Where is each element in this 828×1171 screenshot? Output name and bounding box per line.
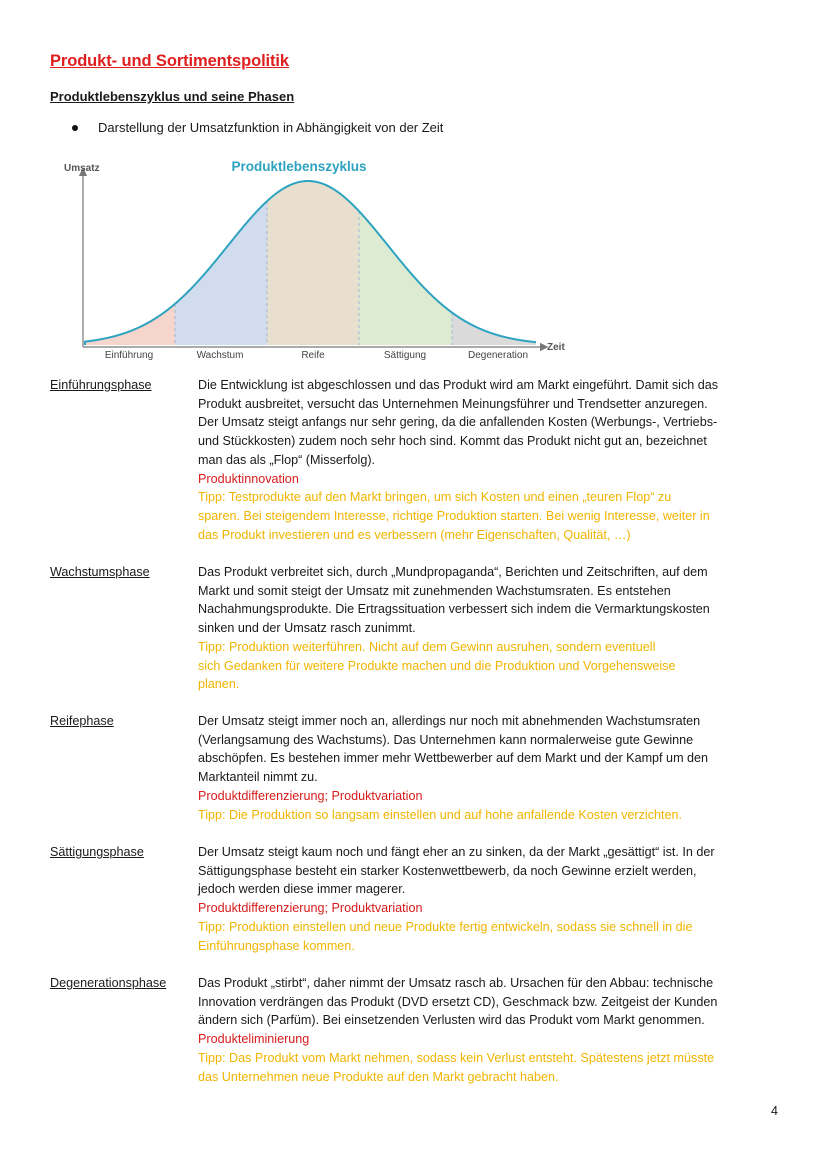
- strategy-line: Produkteliminierung: [198, 1032, 310, 1047]
- phase-description: [198, 712, 788, 824]
- phase-heading: Einführungsphase: [50, 378, 152, 392]
- tip-line: Tipp: Das Produkt vom Markt nehmen, sodass kein Verlust entsteht. Spätestens jetzt müsste: [198, 1050, 715, 1065]
- phase-label: Wachstum: [196, 350, 244, 361]
- bullet-item: [72, 120, 443, 135]
- description-line: Die Entwicklung ist abgeschlossen und das Produkt wird am Markt eingeführt. Damit sich das: [198, 378, 719, 392]
- phase-description: [198, 563, 788, 694]
- x-axis-label: Zeit: [547, 342, 565, 353]
- bullet-icon: [72, 125, 78, 131]
- section-heading: Produktlebenszyklus und seine Phasen: [50, 89, 295, 104]
- description-line: Sättigungsphase besteht ein starker Kostenwettbewerb, da noch Gewinne erzielt werden,: [198, 863, 697, 878]
- y-axis-label: Umsatz: [64, 163, 100, 174]
- phase-label: Degeneration: [467, 350, 529, 361]
- tip-line: Tipp: Produktion weiterführen. Nicht auf dem Gewinn ausruhen, sondern eventuell: [198, 639, 656, 654]
- description-line: Marktanteil nimmt zu.: [198, 770, 318, 785]
- tip-line: das Produkt investieren und es verbessern (mehr Eigenschaften, Qualität, …): [198, 527, 631, 542]
- phase-area: [175, 201, 267, 345]
- tip-line: sparen. Bei steigendem Interesse, richtige Produktion starten. Bei wenig Interesse, weiter in: [198, 508, 710, 523]
- strategy-line: Produktinnovation: [198, 471, 299, 486]
- tip-line: planen.: [198, 677, 240, 692]
- phase-label: Einführung: [104, 350, 154, 361]
- strategy-line: Produktdifferenzierung; Produktvariation: [198, 788, 423, 803]
- tip-line: das Unternehmen neue Produkte auf den Markt gebracht haben.: [198, 1069, 559, 1084]
- page-title: Produkt- und Sortimentspolitik: [50, 52, 289, 70]
- description-line: Produkt ausbreitet, versucht das Unternehmen Meinungsführer und Trendsetter anzuregen.: [198, 396, 708, 411]
- phase-heading: Reifephase: [50, 714, 114, 728]
- phase-heading: Sättigungsphase: [50, 845, 144, 859]
- description-line: und Stückkosten) zudem noch sehr hoch sind. Kommt das Produkt nicht gut an, bezeichnet: [198, 434, 707, 449]
- description-line: jedoch werden diese immer magerer.: [198, 882, 406, 897]
- phase-description: [198, 376, 788, 544]
- description-line: abschöpfen. Es bestehen immer mehr Wettbewerber auf dem Markt und der Kampf um den: [198, 751, 709, 766]
- phase-description: [198, 974, 788, 1086]
- page-number: 4: [771, 1104, 778, 1118]
- description-line: man das als „Flop“ (Misserfolg).: [198, 452, 376, 467]
- description-line: Nachahmungsprodukte. Die Ertragssituation verbessert sich indem die Vermarktungskosten: [198, 602, 710, 617]
- description-line: Der Umsatz steigt kaum noch und fängt eher an zu sinken, da der Markt „gesättigt“ ist. In der: [198, 845, 715, 859]
- phase-label: Reife: [301, 350, 325, 361]
- description-line: Das Produkt verbreitet sich, durch „Mundpropaganda“, Berichten und Zeitschriften, auf dem: [198, 565, 708, 579]
- phase-label: Sättigung: [383, 350, 427, 361]
- tip-line: sich Gedanken für weitere Produkte machen und die Produktion und Vorgehensweise: [198, 658, 676, 673]
- tip-line: Tipp: Die Produktion so langsam einstellen und auf hohe anfallende Kosten verzichten.: [198, 807, 682, 822]
- bullet-text: Darstellung der Umsatzfunktion in Abhängigkeit von der Zeit: [98, 120, 444, 135]
- phase-area: [359, 211, 452, 345]
- strategy-line: Produktdifferenzierung; Produktvariation: [198, 901, 423, 916]
- tip-line: Tipp: Testprodukte auf den Markt bringen, um sich Kosten und einen „teuren Flop“ zu: [198, 490, 672, 505]
- description-line: Das Produkt „stirbt“, daher nimmt der Umsatz rasch ab. Ursachen für den Abbau: technische: [198, 976, 714, 990]
- phase-heading: Degenerationsphase: [50, 976, 167, 990]
- chart-title: Produktlebenszyklus: [231, 159, 367, 174]
- tip-line: Einführungsphase kommen.: [198, 938, 355, 953]
- description-line: Markt und somit steigt der Umsatz mit zunehmenden Wachstumsraten. Es entstehen: [198, 583, 671, 598]
- description-line: sinken und der Umsatz rasch zunimmt.: [198, 621, 416, 636]
- description-line: Der Umsatz steigt anfangs nur sehr gering, da die anfallenden Kosten (Werbungs-, Vertriebs-: [198, 415, 718, 430]
- phase-area: [267, 181, 359, 345]
- phase-description: [198, 843, 788, 955]
- tip-line: Tipp: Produktion einstellen und neue Produkte fertig entwickeln, sodass sie schnell in die: [198, 919, 693, 934]
- description-line: ändern sich (Parfüm). Bei einsetzenden Verlusten wird das Produkt vom Markt genommen.: [198, 1013, 705, 1028]
- description-line: Der Umsatz steigt immer noch an, allerdings nur noch mit abnehmenden Wachstumsraten: [198, 714, 701, 728]
- description-line: (Verlangsamung des Wachstums). Das Unternehmen kann normalerweise gute Gewinne: [198, 732, 694, 747]
- description-line: Innovation verdrängen das Produkt (DVD ersetzt CD), Geschmack bzw. Zeitgeist der Kunden: [198, 994, 718, 1009]
- phase-heading: Wachstumsphase: [50, 565, 150, 579]
- product-lifecycle-chart: [58, 150, 578, 370]
